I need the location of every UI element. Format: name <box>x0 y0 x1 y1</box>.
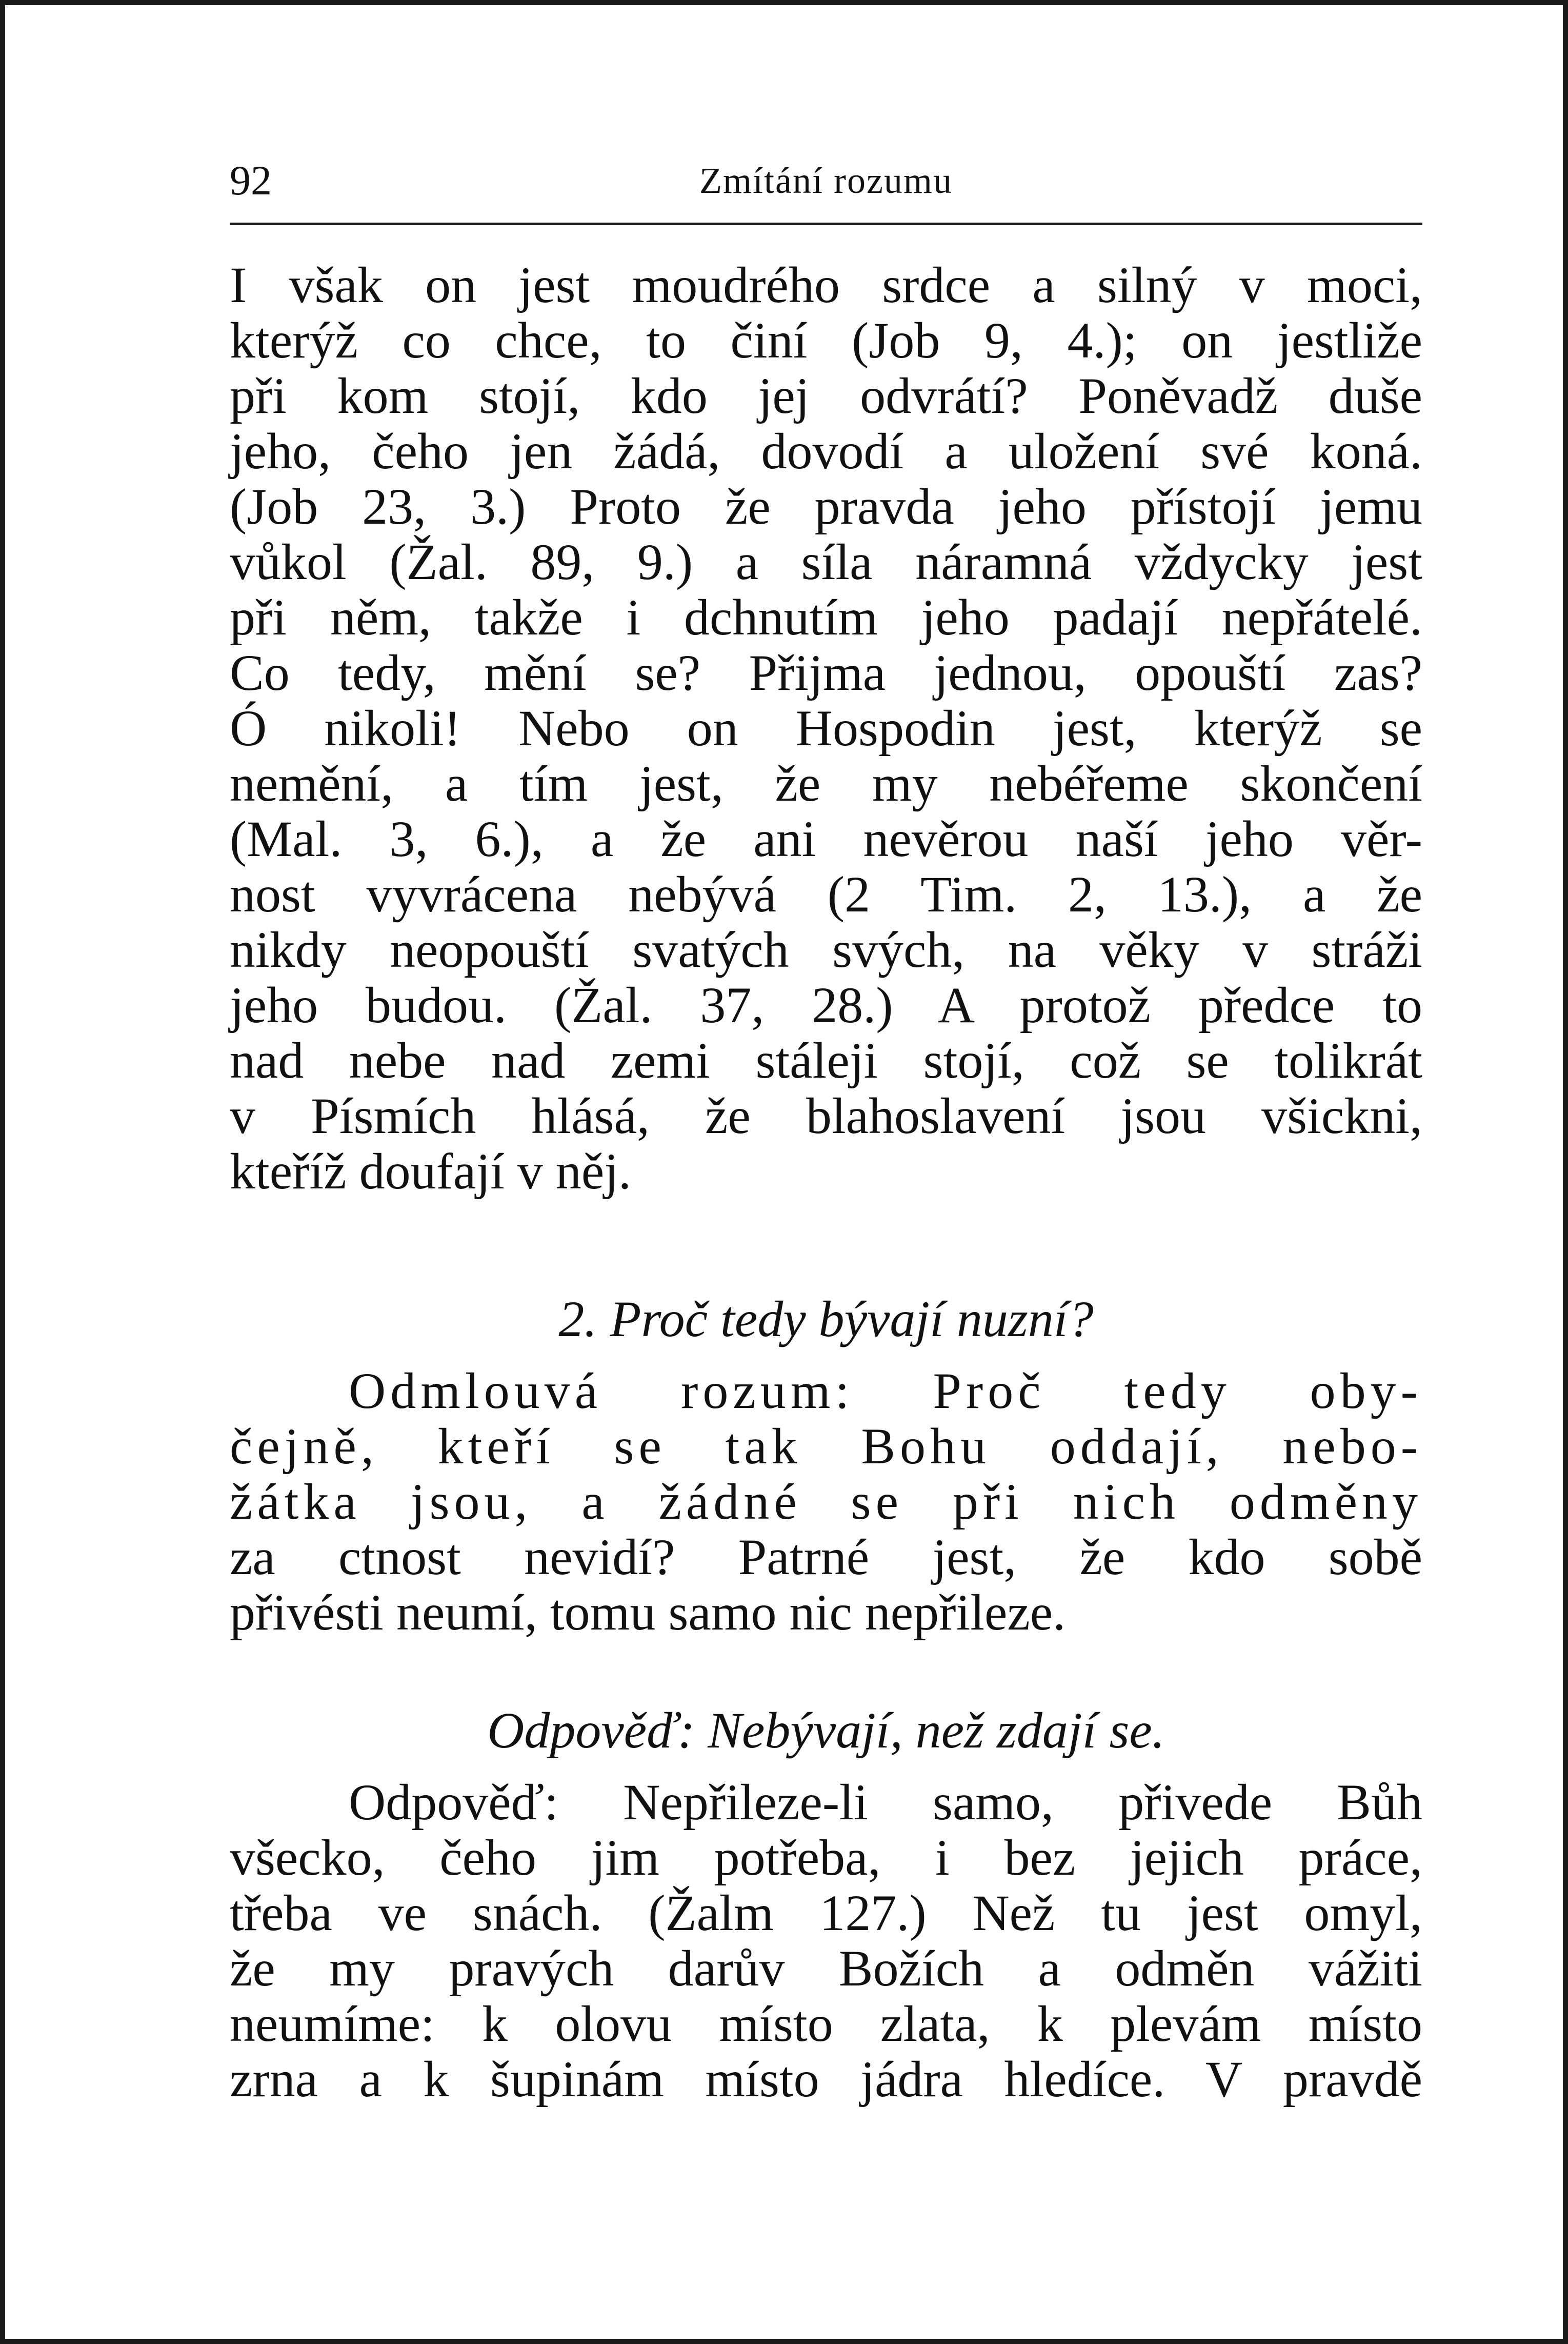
text-line: žátka jsou, a žádné se při nich odměny <box>230 1473 1422 1530</box>
paragraph-3 <box>230 1775 1422 2107</box>
text-line: Odpověď: Nepřileze-li samo, přivede Bůh <box>349 1774 1422 1831</box>
text-line: kteříž doufají v něj. <box>230 1143 632 1200</box>
text-line: za ctnost nevidí? Patrné jest, že kdo sobě <box>230 1528 1422 1585</box>
text-line: vůkol (Žal. 89, 9.) a síla náramná vždycky jest <box>230 533 1422 590</box>
text-line: čejně, kteří se tak Bohu oddají, nebo- <box>230 1418 1422 1475</box>
text-line: Odmlouvá rozum: Proč tedy oby- <box>349 1362 1422 1419</box>
text-line: neumíme: k olovu místo zlata, k plevám místo <box>230 1995 1422 2052</box>
text-line: nikdy neopouští svatých svých, na věky v stráži <box>230 921 1422 978</box>
running-title: Zmítání rozumu <box>699 160 953 201</box>
text-line: v Písmích hlásá, že blahoslavení jsou všickni, <box>230 1087 1422 1144</box>
text-line: Ó nikoli! Nebo on Hospodin jest, kterýž se <box>230 700 1422 757</box>
text-line: nad nebe nad zemi stáleji stojí, což se tolikrát <box>230 1032 1422 1089</box>
text-line: všecko, čeho jim potřeba, i bez jejich práce, <box>230 1829 1422 1886</box>
page-number: 92 <box>230 157 272 204</box>
page-header <box>230 155 1422 206</box>
text-line: přivésti neumí, tomu samo nic nepřileze. <box>230 1584 1066 1641</box>
text-line: nost vyvrácena nebývá (2 Tim. 2, 13.), a že <box>230 866 1422 923</box>
text-line: při něm, takže i dchnutím jeho padají nepřátelé. <box>230 589 1422 646</box>
text-line: I však on jest moudrého srdce a silný v moci, <box>230 256 1422 313</box>
header-rule <box>230 223 1422 225</box>
text-line: že my pravých darův Božích a odměn vážiti <box>230 1940 1422 1997</box>
paragraph-2 <box>230 1363 1422 1640</box>
text-line: jeho, čeho jen žádá, dovodí a uložení své koná. <box>230 423 1422 480</box>
text-line: při kom stojí, kdo jej odvrátí? Poněvadž duše <box>230 367 1422 424</box>
text-line: nemění, a tím jest, že my nebéřeme skončení <box>230 755 1422 812</box>
text-line: (Job 23, 3.) Proto že pravda jeho přístojí jemu <box>230 478 1422 535</box>
answer-heading: Odpověď: Nebývají, než zdají se. <box>487 1702 1165 1759</box>
text-line: Co tedy, mění se? Přijma jednou, opouští zas? <box>230 644 1422 701</box>
paragraph-1 <box>230 257 1422 1199</box>
text-line: jeho budou. (Žal. 37, 28.) A protož předce to <box>230 977 1422 1034</box>
section-heading: 2. Proč tedy bývají nuzní? <box>558 1290 1094 1347</box>
text-line: kterýž co chce, to činí (Job 9, 4.); on jestliže <box>230 312 1422 369</box>
text-line: (Mal. 3, 6.), a že ani nevěrou naší jeho věr- <box>230 810 1422 867</box>
text-line: zrna a k šupinám místo jádra hledíce. V pravdě <box>230 2051 1422 2108</box>
text-line: třeba ve snách. (Žalm 127.) Než tu jest omyl, <box>230 1884 1422 1941</box>
